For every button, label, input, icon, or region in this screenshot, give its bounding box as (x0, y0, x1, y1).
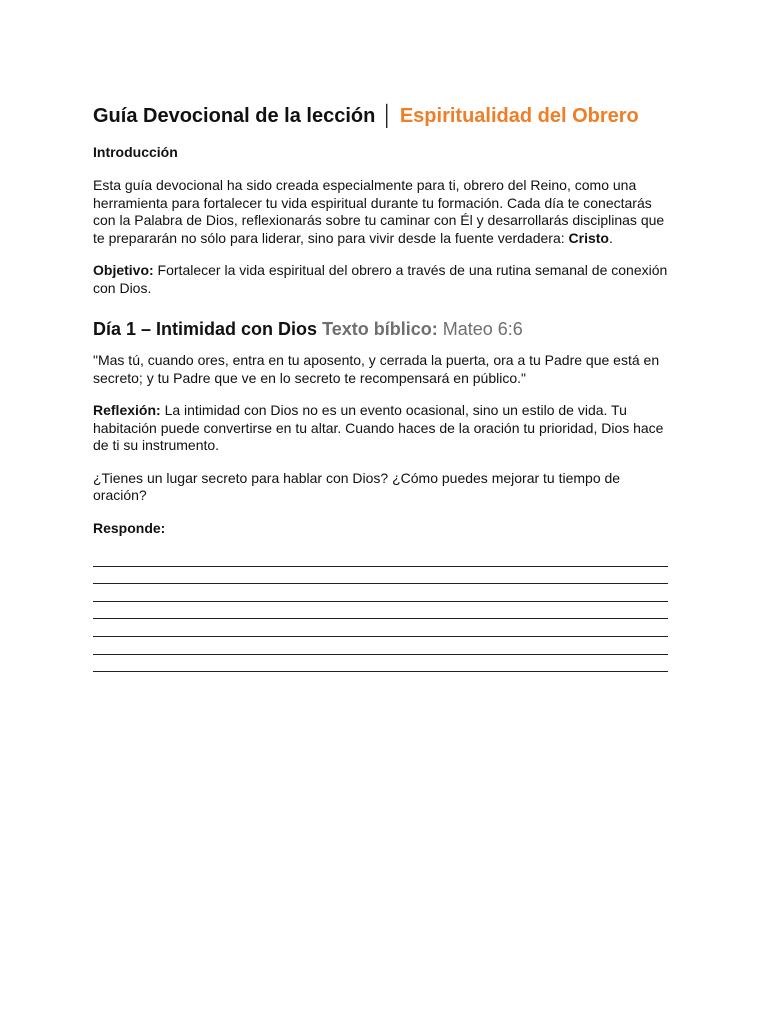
reflection-paragraph (93, 402, 678, 455)
answer-line[interactable] (93, 602, 668, 620)
title-main: Guía Devocional de la lección (93, 105, 376, 127)
reflection-question: ¿Tienes un lugar secreto para hablar con Dios? ¿Cómo puedes mejorar tu tiempo de oración? (93, 469, 621, 503)
intro-paragraph (93, 177, 673, 247)
answer-line[interactable] (93, 567, 668, 585)
page-title (93, 101, 683, 131)
objective-text: Fortalecer la vida espiritual del obrero a través de una rutina semanal de conexión con Dios. (93, 262, 668, 296)
reflection-text: La intimidad con Dios no es un evento ocasional, sino un estilo de vida. Tu habitación puede convertirse en tu altar. Cuando haces de la oración tu prioridad, Dios hace de ti su instrumento. (93, 402, 664, 453)
objective-label: Objetivo: (93, 262, 154, 278)
answer-line[interactable] (93, 655, 668, 673)
title-separator: │ (381, 105, 394, 127)
intro-heading: Introducción (93, 144, 178, 160)
answer-line[interactable] (93, 549, 668, 567)
bible-reference: Mateo 6:6 (442, 319, 523, 339)
answer-line[interactable] (93, 637, 668, 655)
answer-line[interactable] (93, 584, 668, 602)
day1-title: Día 1 – Intimidad con Dios (93, 319, 318, 339)
document-content (93, 101, 683, 672)
intro-text: Esta guía devocional ha sido creada especialmente para ti, obrero del Reino, como una herramienta para fortalecer tu vida espiritual durante tu formación. Cada día te conectarás con la Palabra de Dios, reflexionarás sobre tu caminar con Él y desarrollarás disciplinas que te prepararán no sólo para liderar, sino para vivir desde la fuente verdadera: (93, 177, 665, 246)
intro-bold-word: Cristo (568, 229, 609, 246)
answer-lines[interactable] (93, 549, 668, 672)
objective-paragraph (93, 262, 678, 297)
bible-verse: "Mas tú, cuando ores, entra en tu aposento, y cerrada la puerta, ora a tu Padre que está en secreto; y tu Padre que ve en lo secreto te recompensará en público." (93, 352, 660, 386)
reflection-label: Reflexión: (93, 402, 161, 418)
bible-text-label: Texto bíblico: (322, 319, 438, 339)
intro-period: . (608, 229, 613, 246)
day1-heading (93, 316, 683, 342)
respond-label: Responde: (93, 519, 166, 536)
answer-line[interactable] (93, 619, 668, 637)
title-subtitle: Espiritualidad del Obrero (399, 105, 639, 127)
